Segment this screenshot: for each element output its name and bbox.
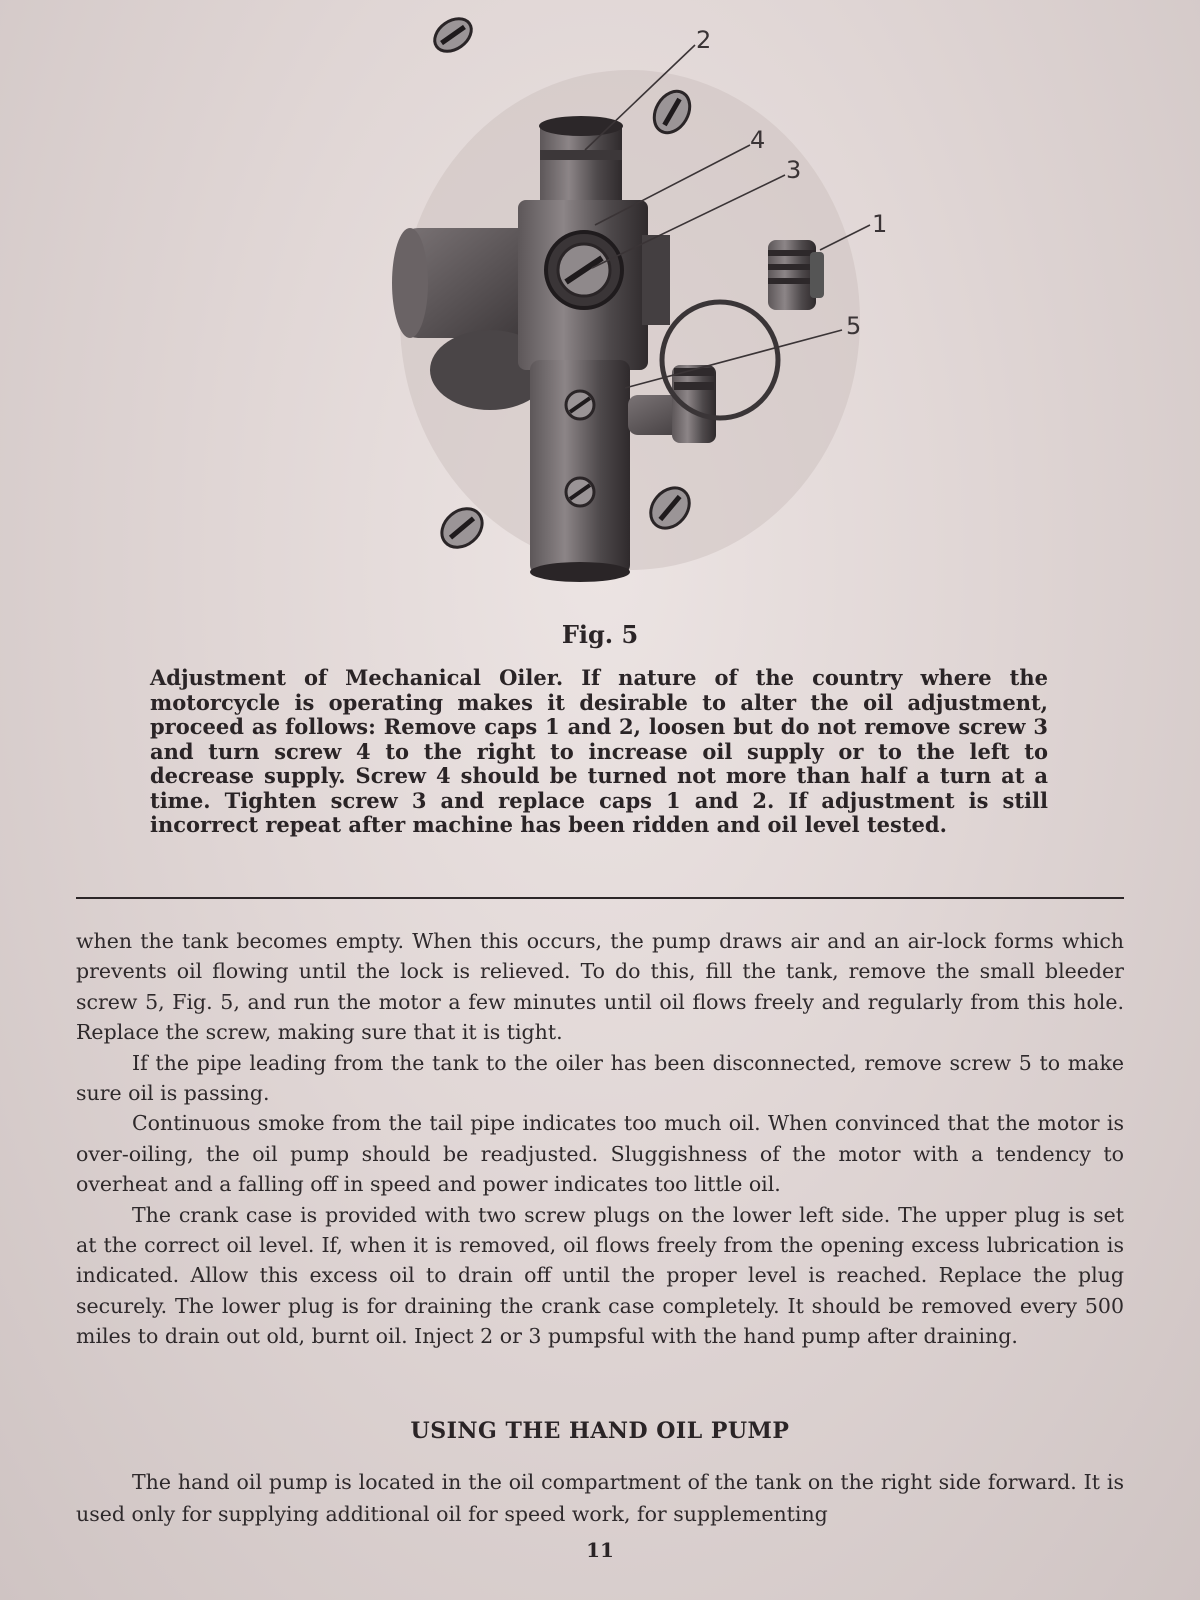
cap-one bbox=[768, 240, 824, 310]
figure-caption: Fig. 5 bbox=[561, 620, 639, 649]
body-text bbox=[76, 926, 1124, 1352]
paragraph: when the tank becomes empty. When this occurs, the pump draws air and an air-lock forms which prevents oil flowing until the lock is relieved. To do this, fill the tank, remove the small bleeder screw 5, Fig. 5, and run the motor a few minutes until oil flows freely and regularly from this hole. Replace the screw, making sure that it is tight. bbox=[76, 929, 1124, 1045]
section-paragraph: The hand oil pump is located in the oil compartment of the tank on the right side forward. It is used only for supplying additional oil for speed work, for supplementing bbox=[76, 1470, 1124, 1526]
section-heading: USING THE HAND OIL PUMP bbox=[410, 1418, 790, 1444]
callout-3: 3 bbox=[786, 156, 802, 184]
callout-1: 1 bbox=[872, 210, 888, 238]
mechanical-oiler-illustration bbox=[380, 0, 920, 600]
lower-cylinder bbox=[530, 360, 630, 582]
callout-5: 5 bbox=[846, 312, 862, 340]
callout-4: 4 bbox=[750, 126, 766, 154]
page-number: 11 bbox=[586, 1538, 614, 1562]
divider-rule bbox=[76, 897, 1124, 899]
paragraph: The crank case is provided with two screw plugs on the lower left side. The upper plug is set at the correct oil level. If, when it is removed, oil flows freely from the opening excess lubrication is indicated. Allow this excess oil to drain off until the proper level is reached. Replace the plug securely. The lower plug is for draining the crank case completely. It should be removed every 500 miles to drain out old, burnt oil. Inject 2 or 3 pumpsful with the hand pump after draining. bbox=[76, 1202, 1124, 1349]
figure-description: Adjustment of Mechanical Oiler. If nature of the country where the motorcycle is operating makes it desirable to alter the oil adjustment, proceed as follows: Remove caps 1 and 2, loosen but do not remove screw 3 and turn screw 4 to the right to increase oil supply or to the left to decrease supply. Screw 4 should be turned not more than half a turn at a time. Tighten screw 3 and replace caps 1 and 2. If adjustment is still incorrect repeat after machine has been ridden and oil level tested. bbox=[150, 665, 1048, 837]
callout-2: 2 bbox=[696, 26, 712, 54]
oiler-body bbox=[518, 200, 670, 370]
paragraph: If the pipe leading from the tank to the oiler has been disconnected, remove screw 5 to make sure oil is passing. bbox=[76, 1050, 1124, 1106]
paragraph: Continuous smoke from the tail pipe indicates too much oil. When convinced that the motor is over-oiling, the oil pump should be readjusted. Sluggishness of the motor with a tendency to overheat and a falling off in speed and power indicates too little oil. bbox=[76, 1111, 1124, 1197]
